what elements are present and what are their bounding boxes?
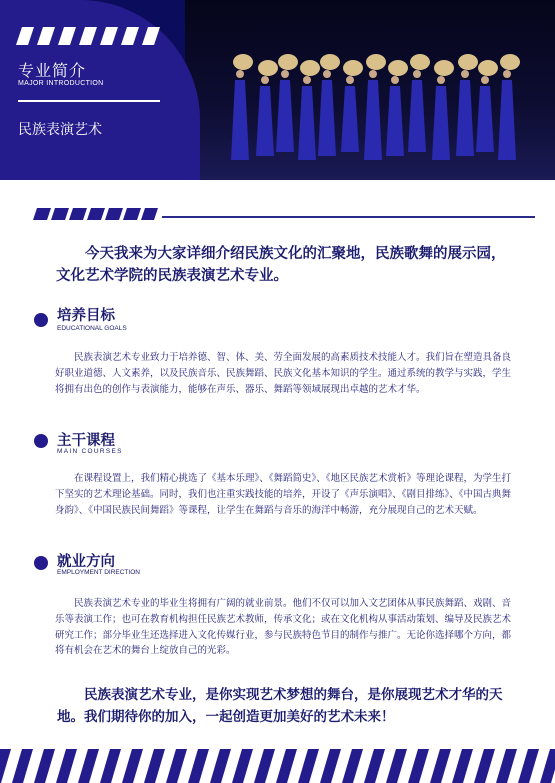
dancer-figure xyxy=(364,54,386,160)
dancer-figure xyxy=(408,54,430,152)
section-bullet-icon xyxy=(34,556,48,570)
dancer-figure xyxy=(432,60,454,160)
dancer-figure xyxy=(456,54,478,156)
dancers-illustration xyxy=(185,0,555,180)
divider-stripes-decoration xyxy=(33,208,158,220)
section-title-employment: 就业方向 xyxy=(57,554,115,570)
section-text: 在课程设置上，我们精心挑选了《基本乐理》、《舞蹈简史》、《地区民族艺术赏析》等理论课程，为学生打下坚实的艺术理论基础。同时，我们也注重实践技能的培养，开设了《声乐演唱》、《剧目排练》、《中国古典舞身韵》、《中国民族民间舞蹈》等课程，让学生在舞蹈与音乐的海洋中畅游，充分展现自己的艺术天赋。 xyxy=(55,473,512,516)
section-title-goals: 培养目标 xyxy=(57,308,115,324)
dancer-figure xyxy=(498,54,520,160)
dancer-figure xyxy=(386,60,408,156)
closing-paragraph: 民族表演艺术专业，是你实现艺术梦想的舞台，是你展现艺术才华的天地。我们期待你的加入，一起创造更加美好的艺术未来！ xyxy=(57,687,503,725)
dance-performance-photo xyxy=(185,0,555,180)
section-body-goals xyxy=(55,350,511,397)
header-stripes-decoration xyxy=(16,27,186,45)
header-panel xyxy=(0,0,200,180)
header-rule xyxy=(18,100,160,102)
section-subtitle-goals: EDUCATIONAL GOALS xyxy=(57,325,127,332)
intro-paragraph: 今天我来为大家详细介绍民族文化的汇聚地，民族歌舞的展示园，文化艺术学院的民族表演艺术专业。 xyxy=(56,246,506,284)
divider-line xyxy=(162,216,535,218)
section-text: 民族表演艺术专业致力于培养德、智、体、美、劳全面发展的高素质技术技能人才。我们旨在塑造具备良好职业道德、人文素养，以及民族音乐、民族舞蹈、民族文化基本知识的学生。通过系统的教学与实践，学生将拥有出色的创作与表演能力，能够在声乐、器乐、舞蹈等领域展现出卓越的艺术才华。 xyxy=(55,352,512,395)
section-bullet-icon xyxy=(34,313,48,327)
section-body-courses xyxy=(55,471,511,518)
dancer-figure xyxy=(231,54,253,160)
section-text: 民族表演艺术专业的毕业生将拥有广阔的就业前景。他们不仅可以加入文艺团体从事民族舞蹈、戏剧、音乐等表演工作；也可在教育机构担任民族艺术教师，传承文化；或在文化机构从事活动策划、编导及民族艺术研究工作；部分毕业生还选择进入文化传媒行业，参与民族特色节目的制作与推广。无论你选择哪个方向，都将有机会在艺术的舞台上绽放自己的光彩。 xyxy=(55,598,512,657)
header-subtitle: MAJOR INTRODUCTION xyxy=(18,80,104,87)
section-bullet-icon xyxy=(34,434,48,448)
dancer-figure xyxy=(276,54,298,152)
dancer-figure xyxy=(318,54,340,156)
section-title-courses: 主干课程 xyxy=(57,433,115,449)
header-banner xyxy=(0,0,555,180)
dancer-figure xyxy=(341,60,363,152)
section-body-employment xyxy=(55,596,511,659)
header-title: 专业简介 xyxy=(18,61,87,80)
dancer-figure xyxy=(298,60,320,160)
section-subtitle-courses: MAIN COURSES xyxy=(57,448,123,455)
footer-stripes-decoration xyxy=(0,749,555,783)
dancer-figure xyxy=(256,60,278,156)
section-subtitle-employment: EMPLOYMENT DIRECTION xyxy=(57,569,140,576)
major-name: 民族表演艺术 xyxy=(18,122,102,138)
dancer-figure xyxy=(476,60,498,152)
